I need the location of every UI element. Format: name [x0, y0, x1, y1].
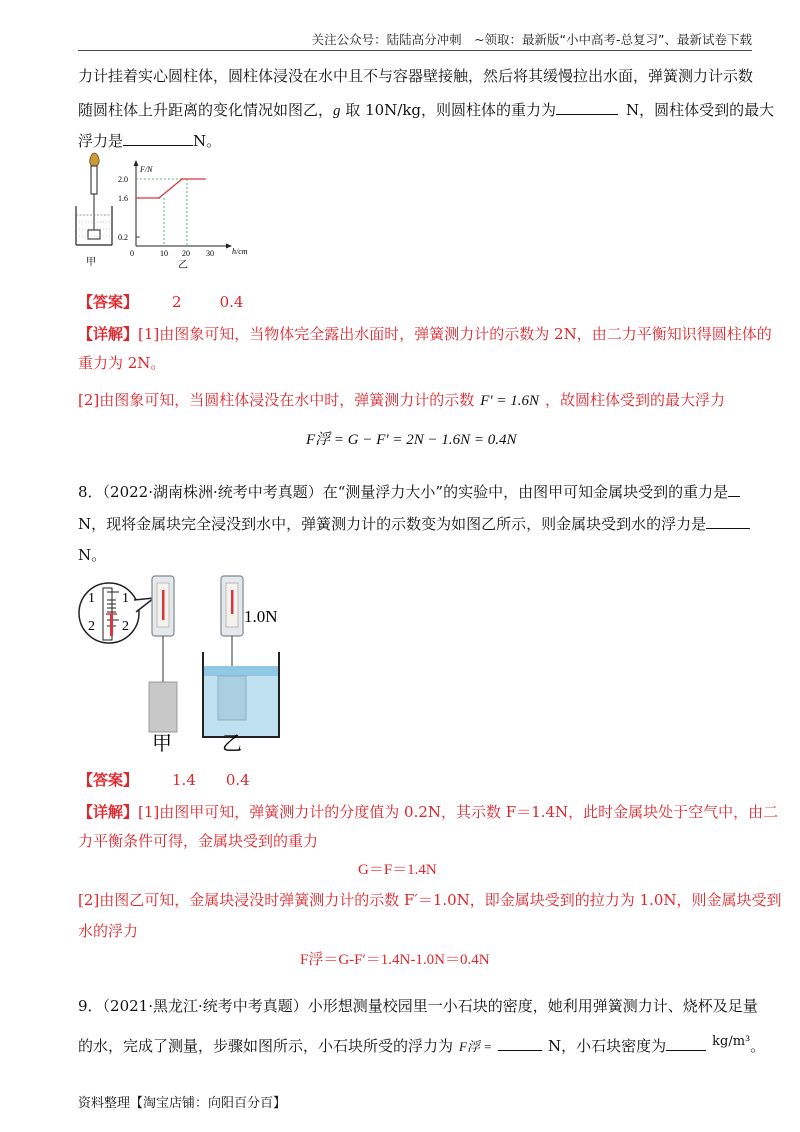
q7-figure	[72, 150, 252, 275]
scale-label-2-right: 2	[122, 619, 129, 634]
q8-answer-2: 0.4	[225, 771, 250, 789]
y-axis-arrow	[134, 160, 139, 166]
q7-text: N，圆柱体受到的最大	[626, 101, 775, 119]
detail-label: 【详解】	[78, 803, 139, 821]
q7-label-jia: 甲	[86, 257, 96, 268]
x-tick-label-20: 20	[182, 249, 190, 258]
spring-scale-jia	[149, 570, 177, 732]
q8-blank-buoyancy[interactable]	[706, 514, 750, 529]
q7-text: 浮力是	[78, 132, 124, 150]
q8-line-2	[78, 514, 750, 534]
q7-g-symbol: g	[333, 103, 341, 119]
q8-text: 8．（2022·湖南株洲·统考中考真题）在“测量浮力大小”的实验中，由图甲可知金属块受到的重力是	[78, 483, 729, 501]
spring-scale-yi	[202, 570, 280, 737]
q8-detail-line-2: 力平衡条件可得，金属块受到的重力	[78, 832, 319, 850]
q9-text: 。	[750, 1037, 766, 1055]
q8-detail-line-4: 水的浮力	[78, 922, 139, 940]
q7-answer-1: 2	[172, 293, 182, 311]
q8-blank-weight[interactable]	[728, 482, 740, 497]
q7-line-2	[78, 100, 774, 121]
detail-label: 【详解】	[78, 325, 139, 343]
q7-data-point	[181, 178, 183, 180]
q7-text: 随圆柱体上升距离的变化情况如图乙，	[78, 101, 334, 119]
q9-line-1: 9．（2021·黑龙江·统考中考真题）小形想测量校园里一小石块的密度，她利用弹簧测力计、烧杯及足量	[78, 997, 758, 1015]
magnifier-callout	[79, 583, 154, 643]
q9-text: 的水，完成了测量，步骤如图所示，小石块所受的浮力为	[78, 1037, 454, 1055]
scale-label-1-left: 1	[88, 591, 95, 606]
q7-line-1: 力计挂着实心圆柱体，圆柱体浸没在水中且不与容器壁接触，然后将其缓慢拉出水面，弹簧测力计示数	[78, 67, 754, 85]
page-header: 关注公众号：陆陆高分冲刺 ~领取：最新版“小中高考-总复习”、最新试卷下载	[311, 32, 752, 47]
y-tick-label-1.6: 1.6	[118, 194, 128, 203]
q9-formula-f: F浮 =	[459, 1039, 492, 1054]
q9-unit: kg/m³	[712, 1034, 751, 1049]
q8-detail-text: [1]由图甲可知，弹簧测力计的分度值为 0.2N，其示数 F＝1.4N，此时金属块处于空气中，由二	[138, 803, 779, 821]
answer-label: 【答案】	[78, 771, 139, 789]
q7-detail-line-2: 重力为 2N。	[78, 354, 166, 372]
q8-formula-1: G＝F＝1.4N	[358, 862, 437, 878]
q7-answer-2: 0.4	[219, 293, 244, 311]
q8-label-jia: 甲	[152, 733, 172, 755]
q7-data-point	[135, 197, 137, 199]
q8-figure	[76, 570, 296, 760]
q7-text: N。	[193, 132, 222, 150]
q8-label-yi: 乙	[222, 733, 242, 755]
header-divider	[78, 50, 752, 51]
scale-label-2-left: 2	[88, 619, 95, 634]
x-tick-label-10: 10	[160, 249, 168, 258]
answer-label: 【答案】	[78, 293, 139, 311]
x-tick-label-30: 30	[206, 249, 214, 258]
q7-detail-line-3	[78, 390, 725, 411]
q8-line-3: N。	[78, 546, 107, 564]
q7-detail-text: [1]由图象可知，当物体完全露出水面时，弹簧测力计的示数为 2N，由二力平衡知识得圆柱体的	[138, 325, 772, 343]
y-tick-label-2.0: 2.0	[118, 175, 128, 184]
x-axis-label: h/cm	[232, 247, 248, 256]
q8-answer	[78, 770, 250, 790]
page-footer: 资料整理【淘宝店铺：向阳百分百】	[78, 1096, 287, 1111]
q8-scale-reading: 1.0N	[244, 607, 278, 626]
q7-detail-line-1	[78, 324, 772, 344]
q9-text: N，小石块密度为	[547, 1037, 667, 1055]
q7-chart	[118, 160, 248, 258]
q9-blank-buoyancy[interactable]	[498, 1036, 542, 1051]
q7-line-3	[78, 131, 221, 151]
q8-detail-line-3: [2]由图乙可知，金属块浸没时弹簧测力计的示数 F′＝1.0N，即金属块受到的拉力为 1.0N，则金属块受到	[78, 891, 782, 909]
q7-answer	[78, 292, 243, 312]
q7-label-yi: 乙	[178, 260, 188, 271]
q8-formula-2: F浮＝G-F′＝1.4N-1.0N＝0.4N	[300, 952, 490, 968]
q7-blank-buoyancy[interactable]	[123, 131, 193, 146]
q8-detail-line-1	[78, 802, 778, 822]
q7-data-point	[158, 197, 160, 199]
y-tick-label-0.2: 0.2	[118, 233, 128, 242]
q8-line-1	[78, 482, 740, 502]
origin-label: 0	[130, 249, 134, 258]
q7-formula-fprime: F' = 1.6N	[480, 393, 540, 409]
q7-detail-text: ，故圆柱体受到的最大浮力	[545, 391, 726, 409]
q7-data-point	[204, 178, 206, 180]
q8-answer-1: 1.4	[172, 771, 196, 789]
q7-apparatus	[76, 153, 112, 245]
q7-data-line	[136, 179, 205, 198]
q9-blank-density[interactable]	[666, 1036, 706, 1051]
q8-text: N，现将金属块完全浸没到水中，弹簧测力计的示数变为如图乙所示，则金属块受到水的浮力是	[78, 515, 707, 533]
q9-line-2	[78, 1032, 765, 1057]
scale-label-1-right: 1	[122, 591, 129, 606]
q7-text: 取 10N/kg，则圆柱体的重力为	[345, 101, 557, 119]
q7-blank-weight[interactable]	[556, 100, 618, 115]
y-axis-label: F/N	[140, 165, 153, 174]
q7-detail-text: [2]由图象可知，当圆柱体浸没在水中时，弹簧测力计的示数	[78, 391, 475, 409]
q7-formula-main: F浮 = G − F' = 2N − 1.6N = 0.4N	[306, 432, 517, 448]
